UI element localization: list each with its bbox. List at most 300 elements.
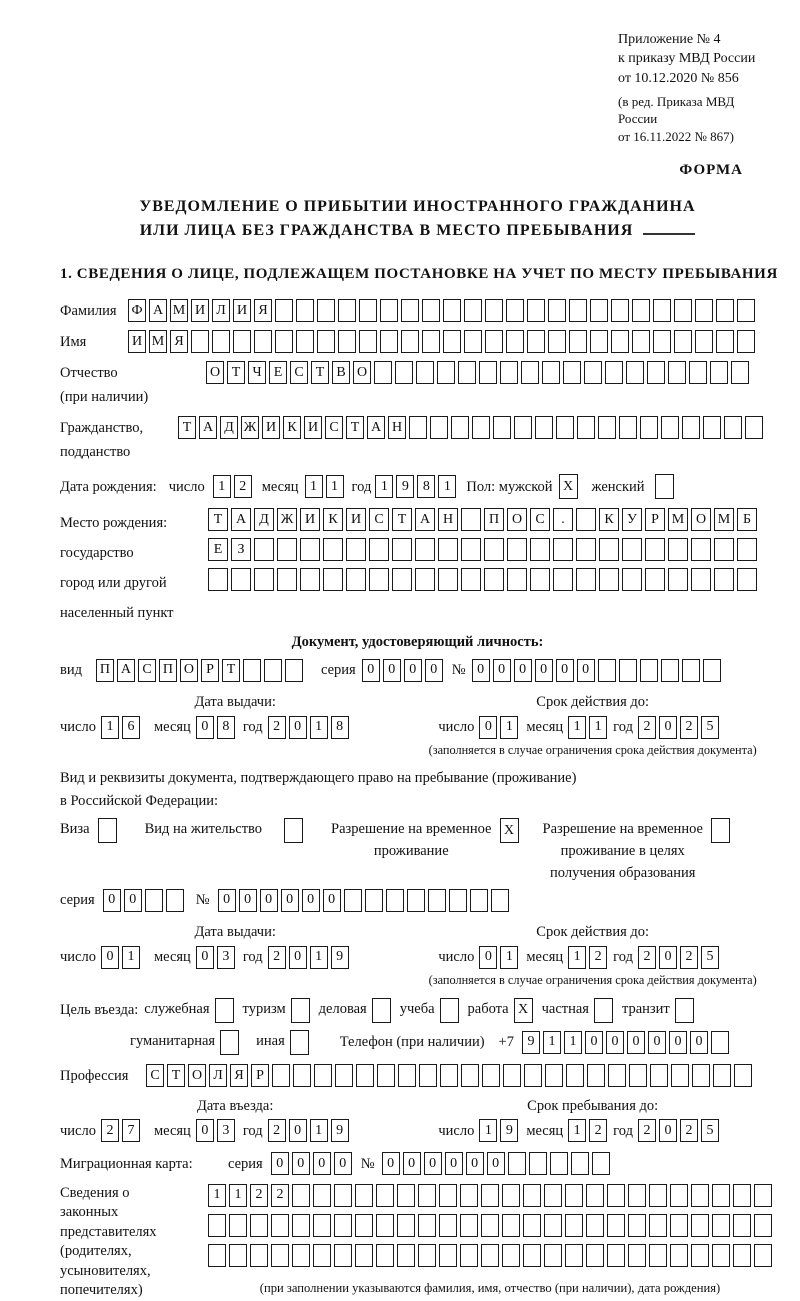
- char-box[interactable]: Я: [254, 299, 272, 322]
- char-box[interactable]: 0: [289, 946, 307, 969]
- char-box[interactable]: X: [514, 998, 533, 1023]
- char-box[interactable]: С: [146, 1064, 164, 1087]
- char-box[interactable]: Л: [209, 1064, 227, 1087]
- char-box[interactable]: 0: [472, 659, 490, 682]
- char-box[interactable]: [703, 416, 721, 439]
- char-box[interactable]: [254, 568, 274, 591]
- char-box[interactable]: [493, 416, 511, 439]
- char-box[interactable]: [734, 1064, 752, 1087]
- char-box[interactable]: 0: [103, 889, 121, 912]
- char-box[interactable]: 7: [122, 1119, 140, 1142]
- char-box[interactable]: [737, 568, 757, 591]
- char-box[interactable]: О: [353, 361, 371, 384]
- char-box[interactable]: [166, 889, 184, 912]
- char-box[interactable]: [695, 330, 713, 353]
- char-box[interactable]: [649, 1214, 667, 1237]
- char-box[interactable]: П: [96, 659, 114, 682]
- char-box[interactable]: 0: [403, 1152, 421, 1175]
- char-box[interactable]: [254, 330, 272, 353]
- char-box[interactable]: [530, 538, 550, 561]
- char-box[interactable]: 0: [479, 716, 497, 739]
- char-box[interactable]: X: [500, 818, 519, 843]
- char-box[interactable]: [231, 568, 251, 591]
- char-box[interactable]: [296, 330, 314, 353]
- char-box[interactable]: [535, 416, 553, 439]
- char-box[interactable]: 2: [268, 716, 286, 739]
- char-box[interactable]: [571, 1152, 589, 1175]
- char-box[interactable]: 2: [271, 1184, 289, 1207]
- char-box[interactable]: 1: [375, 475, 393, 498]
- char-box[interactable]: [397, 1214, 415, 1237]
- char-box[interactable]: [550, 1152, 568, 1175]
- char-box[interactable]: Ф: [128, 299, 146, 322]
- char-box[interactable]: [565, 1244, 583, 1267]
- char-box[interactable]: 0: [313, 1152, 331, 1175]
- char-box[interactable]: И: [128, 330, 146, 353]
- char-box[interactable]: [292, 1244, 310, 1267]
- char-box[interactable]: [481, 1214, 499, 1237]
- char-box[interactable]: [398, 1064, 416, 1087]
- char-box[interactable]: 5: [701, 1119, 719, 1142]
- char-box[interactable]: [365, 889, 383, 912]
- char-box[interactable]: [500, 361, 518, 384]
- char-box[interactable]: [485, 299, 503, 322]
- char-box[interactable]: [733, 1244, 751, 1267]
- char-box[interactable]: [443, 299, 461, 322]
- char-box[interactable]: Д: [220, 416, 238, 439]
- char-box[interactable]: О: [691, 508, 711, 531]
- char-box[interactable]: 0: [669, 1031, 687, 1054]
- char-box[interactable]: [682, 416, 700, 439]
- char-box[interactable]: [482, 1064, 500, 1087]
- char-box[interactable]: 1: [589, 716, 607, 739]
- char-box[interactable]: О: [206, 361, 224, 384]
- char-box[interactable]: [407, 889, 425, 912]
- char-box[interactable]: [553, 568, 573, 591]
- char-box[interactable]: 1: [229, 1184, 247, 1207]
- char-box[interactable]: [605, 361, 623, 384]
- char-box[interactable]: [464, 330, 482, 353]
- char-box[interactable]: [754, 1184, 772, 1207]
- char-box[interactable]: [416, 361, 434, 384]
- char-box[interactable]: 0: [493, 659, 511, 682]
- char-box[interactable]: [668, 361, 686, 384]
- char-box[interactable]: [484, 538, 504, 561]
- char-box[interactable]: [285, 659, 303, 682]
- char-box[interactable]: [724, 416, 742, 439]
- char-box[interactable]: [649, 1244, 667, 1267]
- char-box[interactable]: [691, 538, 711, 561]
- char-box[interactable]: [611, 330, 629, 353]
- char-box[interactable]: [508, 1152, 526, 1175]
- char-box[interactable]: 9: [522, 1031, 540, 1054]
- char-box[interactable]: [530, 568, 550, 591]
- char-box[interactable]: 0: [196, 716, 214, 739]
- char-box[interactable]: 1: [543, 1031, 561, 1054]
- char-box[interactable]: 1: [568, 716, 586, 739]
- char-box[interactable]: [569, 330, 587, 353]
- char-box[interactable]: [502, 1214, 520, 1237]
- char-box[interactable]: К: [283, 416, 301, 439]
- char-box[interactable]: [599, 568, 619, 591]
- char-box[interactable]: [670, 1214, 688, 1237]
- char-box[interactable]: [629, 1064, 647, 1087]
- char-box[interactable]: 1: [310, 946, 328, 969]
- char-box[interactable]: [670, 1184, 688, 1207]
- char-box[interactable]: [250, 1244, 268, 1267]
- char-box[interactable]: Л: [212, 299, 230, 322]
- char-box[interactable]: [369, 538, 389, 561]
- char-box[interactable]: [737, 538, 757, 561]
- char-box[interactable]: [338, 330, 356, 353]
- char-box[interactable]: [461, 508, 481, 531]
- char-box[interactable]: [731, 361, 749, 384]
- char-box[interactable]: 1: [500, 946, 518, 969]
- char-box[interactable]: [359, 299, 377, 322]
- char-box[interactable]: 0: [292, 1152, 310, 1175]
- char-box[interactable]: [145, 889, 163, 912]
- char-box[interactable]: 0: [659, 946, 677, 969]
- char-box[interactable]: [544, 1184, 562, 1207]
- char-box[interactable]: 1: [479, 1119, 497, 1142]
- char-box[interactable]: 1: [500, 716, 518, 739]
- char-box[interactable]: [737, 330, 755, 353]
- char-box[interactable]: [395, 361, 413, 384]
- char-box[interactable]: [300, 568, 320, 591]
- char-box[interactable]: [563, 361, 581, 384]
- char-box[interactable]: [675, 998, 694, 1023]
- char-box[interactable]: [415, 538, 435, 561]
- char-box[interactable]: 0: [101, 946, 119, 969]
- char-box[interactable]: [716, 330, 734, 353]
- char-box[interactable]: [576, 508, 596, 531]
- char-box[interactable]: [523, 1184, 541, 1207]
- char-box[interactable]: 2: [268, 1119, 286, 1142]
- char-box[interactable]: [397, 1244, 415, 1267]
- char-box[interactable]: [355, 1214, 373, 1237]
- char-box[interactable]: [507, 568, 527, 591]
- char-box[interactable]: [607, 1184, 625, 1207]
- char-box[interactable]: [323, 568, 343, 591]
- char-box[interactable]: [485, 330, 503, 353]
- char-box[interactable]: 1: [122, 946, 140, 969]
- char-box[interactable]: [344, 889, 362, 912]
- char-box[interactable]: Р: [251, 1064, 269, 1087]
- char-box[interactable]: 0: [577, 659, 595, 682]
- char-box[interactable]: Е: [208, 538, 228, 561]
- char-box[interactable]: М: [668, 508, 688, 531]
- char-box[interactable]: Н: [388, 416, 406, 439]
- char-box[interactable]: 2: [234, 475, 252, 498]
- char-box[interactable]: [191, 330, 209, 353]
- char-box[interactable]: [611, 299, 629, 322]
- char-box[interactable]: [284, 818, 303, 843]
- char-box[interactable]: С: [138, 659, 156, 682]
- char-box[interactable]: [401, 299, 419, 322]
- char-box[interactable]: О: [507, 508, 527, 531]
- char-box[interactable]: В: [332, 361, 350, 384]
- char-box[interactable]: [586, 1184, 604, 1207]
- char-box[interactable]: [548, 299, 566, 322]
- char-box[interactable]: 3: [217, 946, 235, 969]
- char-box[interactable]: [443, 330, 461, 353]
- char-box[interactable]: Н: [438, 508, 458, 531]
- char-box[interactable]: 0: [383, 659, 401, 682]
- char-box[interactable]: 0: [196, 1119, 214, 1142]
- char-box[interactable]: 0: [239, 889, 257, 912]
- char-box[interactable]: [521, 361, 539, 384]
- char-box[interactable]: [491, 889, 509, 912]
- char-box[interactable]: 2: [589, 1119, 607, 1142]
- char-box[interactable]: [313, 1184, 331, 1207]
- char-box[interactable]: 0: [382, 1152, 400, 1175]
- char-box[interactable]: О: [180, 659, 198, 682]
- char-box[interactable]: Я: [230, 1064, 248, 1087]
- char-box[interactable]: [334, 1184, 352, 1207]
- char-box[interactable]: [409, 416, 427, 439]
- char-box[interactable]: [671, 1064, 689, 1087]
- char-box[interactable]: [293, 1064, 311, 1087]
- char-box[interactable]: [655, 474, 674, 499]
- char-box[interactable]: [647, 361, 665, 384]
- char-box[interactable]: [653, 299, 671, 322]
- char-box[interactable]: 9: [331, 1119, 349, 1142]
- char-box[interactable]: [277, 568, 297, 591]
- char-box[interactable]: [460, 1214, 478, 1237]
- char-box[interactable]: [212, 330, 230, 353]
- char-box[interactable]: [576, 568, 596, 591]
- char-box[interactable]: Т: [178, 416, 196, 439]
- char-box[interactable]: .: [553, 508, 573, 531]
- char-box[interactable]: [313, 1214, 331, 1237]
- char-box[interactable]: 6: [122, 716, 140, 739]
- char-box[interactable]: [418, 1214, 436, 1237]
- char-box[interactable]: 0: [445, 1152, 463, 1175]
- char-box[interactable]: А: [415, 508, 435, 531]
- char-box[interactable]: [649, 1184, 667, 1207]
- char-box[interactable]: [461, 568, 481, 591]
- char-box[interactable]: 1: [310, 716, 328, 739]
- char-box[interactable]: 0: [289, 1119, 307, 1142]
- char-box[interactable]: [545, 1064, 563, 1087]
- char-box[interactable]: [419, 1064, 437, 1087]
- char-box[interactable]: [233, 330, 251, 353]
- char-box[interactable]: П: [159, 659, 177, 682]
- char-box[interactable]: 0: [271, 1152, 289, 1175]
- char-box[interactable]: [292, 1214, 310, 1237]
- char-box[interactable]: [628, 1214, 646, 1237]
- char-box[interactable]: [668, 538, 688, 561]
- char-box[interactable]: [754, 1214, 772, 1237]
- char-box[interactable]: 0: [302, 889, 320, 912]
- char-box[interactable]: 0: [289, 716, 307, 739]
- char-box[interactable]: [506, 299, 524, 322]
- char-box[interactable]: [674, 330, 692, 353]
- char-box[interactable]: [440, 998, 459, 1023]
- char-box[interactable]: 1: [568, 1119, 586, 1142]
- char-box[interactable]: [439, 1184, 457, 1207]
- char-box[interactable]: [418, 1244, 436, 1267]
- char-box[interactable]: 0: [196, 946, 214, 969]
- char-box[interactable]: 3: [217, 1119, 235, 1142]
- char-box[interactable]: И: [300, 508, 320, 531]
- char-box[interactable]: А: [149, 299, 167, 322]
- char-box[interactable]: А: [199, 416, 217, 439]
- char-box[interactable]: [527, 330, 545, 353]
- char-box[interactable]: Б: [737, 508, 757, 531]
- char-box[interactable]: К: [323, 508, 343, 531]
- char-box[interactable]: [710, 361, 728, 384]
- char-box[interactable]: [650, 1064, 668, 1087]
- char-box[interactable]: 1: [101, 716, 119, 739]
- char-box[interactable]: Ч: [248, 361, 266, 384]
- char-box[interactable]: [437, 361, 455, 384]
- char-box[interactable]: 2: [680, 946, 698, 969]
- char-box[interactable]: [338, 299, 356, 322]
- char-box[interactable]: [632, 330, 650, 353]
- char-box[interactable]: 0: [425, 659, 443, 682]
- char-box[interactable]: 0: [466, 1152, 484, 1175]
- char-box[interactable]: [355, 1244, 373, 1267]
- char-box[interactable]: [632, 299, 650, 322]
- char-box[interactable]: [422, 299, 440, 322]
- char-box[interactable]: [317, 299, 335, 322]
- char-box[interactable]: [737, 299, 755, 322]
- char-box[interactable]: [440, 1064, 458, 1087]
- char-box[interactable]: К: [599, 508, 619, 531]
- char-box[interactable]: [461, 1064, 479, 1087]
- char-box[interactable]: 0: [556, 659, 574, 682]
- char-box[interactable]: 1: [310, 1119, 328, 1142]
- char-box[interactable]: [272, 1064, 290, 1087]
- char-box[interactable]: [607, 1244, 625, 1267]
- char-box[interactable]: [346, 538, 366, 561]
- char-box[interactable]: [392, 568, 412, 591]
- char-box[interactable]: [577, 416, 595, 439]
- char-box[interactable]: 2: [680, 1119, 698, 1142]
- char-box[interactable]: Т: [392, 508, 412, 531]
- char-box[interactable]: [392, 538, 412, 561]
- char-box[interactable]: Т: [167, 1064, 185, 1087]
- char-box[interactable]: Т: [311, 361, 329, 384]
- char-box[interactable]: М: [149, 330, 167, 353]
- char-box[interactable]: [569, 299, 587, 322]
- char-box[interactable]: С: [290, 361, 308, 384]
- char-box[interactable]: [215, 998, 234, 1023]
- char-box[interactable]: [542, 361, 560, 384]
- char-box[interactable]: [691, 568, 711, 591]
- char-box[interactable]: [386, 889, 404, 912]
- char-box[interactable]: [503, 1064, 521, 1087]
- char-box[interactable]: [449, 889, 467, 912]
- char-box[interactable]: [376, 1184, 394, 1207]
- char-box[interactable]: [711, 818, 730, 843]
- char-box[interactable]: [296, 299, 314, 322]
- char-box[interactable]: 0: [334, 1152, 352, 1175]
- char-box[interactable]: 0: [260, 889, 278, 912]
- char-box[interactable]: 8: [217, 716, 235, 739]
- char-box[interactable]: [640, 659, 658, 682]
- char-box[interactable]: [566, 1064, 584, 1087]
- char-box[interactable]: [645, 538, 665, 561]
- char-box[interactable]: 1: [438, 475, 456, 498]
- char-box[interactable]: Е: [269, 361, 287, 384]
- char-box[interactable]: [622, 568, 642, 591]
- char-box[interactable]: [356, 1064, 374, 1087]
- char-box[interactable]: [502, 1184, 520, 1207]
- char-box[interactable]: 0: [585, 1031, 603, 1054]
- char-box[interactable]: И: [233, 299, 251, 322]
- char-box[interactable]: [335, 1064, 353, 1087]
- char-box[interactable]: Р: [201, 659, 219, 682]
- char-box[interactable]: [415, 568, 435, 591]
- char-box[interactable]: [439, 1244, 457, 1267]
- char-box[interactable]: [714, 538, 734, 561]
- char-box[interactable]: [439, 1214, 457, 1237]
- char-box[interactable]: [670, 1244, 688, 1267]
- char-box[interactable]: [334, 1244, 352, 1267]
- char-box[interactable]: [714, 568, 734, 591]
- char-box[interactable]: [661, 416, 679, 439]
- char-box[interactable]: [397, 1184, 415, 1207]
- char-box[interactable]: [514, 416, 532, 439]
- char-box[interactable]: [607, 1214, 625, 1237]
- char-box[interactable]: Т: [227, 361, 245, 384]
- char-box[interactable]: Т: [222, 659, 240, 682]
- char-box[interactable]: [733, 1214, 751, 1237]
- char-box[interactable]: И: [346, 508, 366, 531]
- char-box[interactable]: [576, 538, 596, 561]
- char-box[interactable]: И: [191, 299, 209, 322]
- char-box[interactable]: 1: [305, 475, 323, 498]
- char-box[interactable]: [229, 1244, 247, 1267]
- char-box[interactable]: [271, 1214, 289, 1237]
- char-box[interactable]: [590, 299, 608, 322]
- char-box[interactable]: [346, 568, 366, 591]
- char-box[interactable]: [481, 1244, 499, 1267]
- char-box[interactable]: И: [304, 416, 322, 439]
- char-box[interactable]: [438, 538, 458, 561]
- char-box[interactable]: [372, 998, 391, 1023]
- char-box[interactable]: [369, 568, 389, 591]
- char-box[interactable]: [599, 538, 619, 561]
- char-box[interactable]: [458, 361, 476, 384]
- char-box[interactable]: [608, 1064, 626, 1087]
- char-box[interactable]: [98, 818, 117, 843]
- char-box[interactable]: [691, 1214, 709, 1237]
- char-box[interactable]: X: [559, 474, 578, 499]
- char-box[interactable]: [553, 538, 573, 561]
- char-box[interactable]: 1: [213, 475, 231, 498]
- char-box[interactable]: [502, 1244, 520, 1267]
- char-box[interactable]: [628, 1184, 646, 1207]
- char-box[interactable]: [712, 1214, 730, 1237]
- char-box[interactable]: [376, 1214, 394, 1237]
- char-box[interactable]: [460, 1244, 478, 1267]
- char-box[interactable]: [208, 1244, 226, 1267]
- char-box[interactable]: [523, 1244, 541, 1267]
- char-box[interactable]: [527, 299, 545, 322]
- char-box[interactable]: [544, 1214, 562, 1237]
- char-box[interactable]: [586, 1244, 604, 1267]
- char-box[interactable]: 9: [500, 1119, 518, 1142]
- char-box[interactable]: 9: [331, 946, 349, 969]
- char-box[interactable]: [208, 568, 228, 591]
- char-box[interactable]: С: [369, 508, 389, 531]
- char-box[interactable]: [292, 1184, 310, 1207]
- char-box[interactable]: Т: [346, 416, 364, 439]
- char-box[interactable]: [300, 538, 320, 561]
